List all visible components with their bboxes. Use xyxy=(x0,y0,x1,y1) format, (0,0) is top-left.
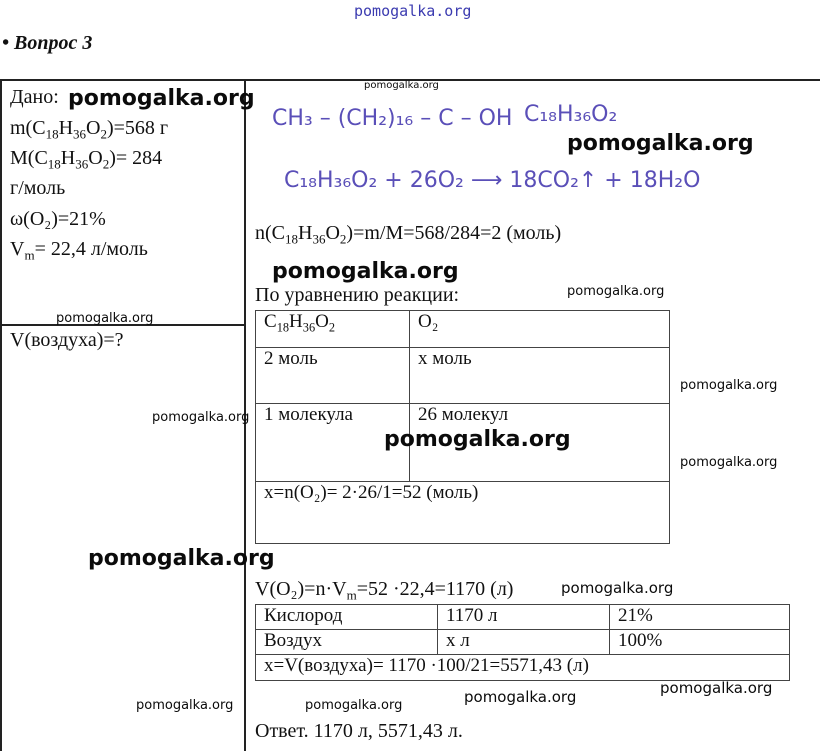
watermark: pomogalka.org xyxy=(561,579,674,597)
reaction-header-oxygen: O₂ xyxy=(410,311,670,348)
vm-sub: m xyxy=(24,247,35,263)
mass-prefix: m(C xyxy=(10,117,46,139)
vo2-prefix: V(O₂)=n·V xyxy=(255,578,347,600)
mass-o-count: 2 xyxy=(100,126,107,142)
watermark: pomogalka.org xyxy=(152,410,250,425)
mass-suffix: )=568 г xyxy=(106,117,169,139)
find-label: V(воздуха)=? xyxy=(10,329,124,351)
air-cell: Воздух xyxy=(256,630,438,655)
watermark: pomogalka.org xyxy=(680,455,778,470)
reaction-header-stearic: $C_{18}H_{36}O_2$ xyxy=(256,311,410,348)
mass-h-count: 36 xyxy=(73,126,87,142)
handwritten-equation: C₁₈H₃₆O₂ + 26O₂ ⟶ 18CO₂↑ + 18H₂O xyxy=(284,168,701,193)
watermark: pomogalka.org xyxy=(567,131,754,156)
watermark: pomogalka.org xyxy=(384,427,571,452)
moles-calculation: $n(C_{18}H_{36}O_2)=m/M=568/284=2$ (моль) xyxy=(255,222,562,247)
reaction-cell: 2 моль xyxy=(256,348,410,404)
n-c-count: 18 xyxy=(285,231,298,247)
watermark: pomogalka.org xyxy=(272,259,459,284)
given-mass: $m(C_{18}H_{36}O_2)=568$ г xyxy=(10,117,169,142)
watermark: pomogalka.org xyxy=(464,688,577,706)
watermark: pomogalka.org xyxy=(88,546,275,571)
vo2-value: =52 ·22,4=1170 (л) xyxy=(356,578,514,600)
given-title: Дано: xyxy=(10,86,59,108)
answer: Ответ. 1170 л, 5571,43 л. xyxy=(255,720,463,742)
reaction-cell: 26 молекул xyxy=(410,404,670,482)
n-prefix: n(C xyxy=(255,222,285,244)
air-table xyxy=(255,604,790,681)
oxygen-volume xyxy=(255,578,513,604)
molar-prefix: M(C xyxy=(10,147,48,169)
vo2-sub: m xyxy=(346,587,357,603)
reaction-cell: x моль xyxy=(410,348,670,404)
reaction-result: x=n(O₂)= 2·26/1=52 (моль) xyxy=(256,482,670,544)
watermark: pomogalka.org xyxy=(567,284,665,299)
header-h-count: 36 xyxy=(302,320,316,335)
molar-c-count: 18 xyxy=(47,156,61,172)
watermark: pomogalka.org xyxy=(305,698,403,713)
air-cell: 1170 л xyxy=(438,605,610,630)
n-o-count: 2 xyxy=(339,231,347,247)
watermark: pomogalka.org xyxy=(660,679,773,697)
header-left-prefix: C xyxy=(264,311,277,332)
handwritten-structure: CH₃ – (CH₂)₁₆ – C – OH xyxy=(272,106,513,131)
header-o-count: 2 xyxy=(328,320,336,335)
top-watermark: pomogalka.org xyxy=(354,2,472,20)
given-vm xyxy=(10,238,148,264)
vm-label: V xyxy=(10,238,25,260)
watermark: pomogalka.org xyxy=(56,311,154,326)
watermark: pomogalka.org xyxy=(364,80,439,91)
vm-value: = 22,4 л/моль xyxy=(34,238,148,260)
air-cell: x л xyxy=(438,630,610,655)
air-cell: 100% xyxy=(610,630,790,655)
air-result: x=V(воздуха)= 1170 ·100/21=5571,43 (л) xyxy=(256,655,790,681)
molar-h-count: 36 xyxy=(75,156,89,172)
watermark: pomogalka.org xyxy=(680,378,778,393)
given-molar-unit: г/моль xyxy=(10,177,66,199)
molar-suffix: )= 284 xyxy=(109,147,163,169)
n-h-count: 36 xyxy=(312,231,326,247)
watermark: pomogalka.org xyxy=(136,698,234,713)
by-equation-label: По уравнению реакции: xyxy=(255,284,460,306)
n-suffix: )=m/M=568/284=2 (моль) xyxy=(346,222,562,244)
reaction-cell: 1 молекула xyxy=(256,404,410,482)
question-heading: • Вопрос 3 xyxy=(2,32,93,54)
given-omega: ω(O₂)=21% xyxy=(10,208,106,230)
watermark: pomogalka.org xyxy=(68,86,255,111)
molar-o-count: 2 xyxy=(102,156,110,172)
air-cell: Кислород xyxy=(256,605,438,630)
mass-c-count: 18 xyxy=(45,126,59,142)
frame-left xyxy=(0,79,2,751)
air-cell: 21% xyxy=(610,605,790,630)
handwritten-formula: C₁₈H₃₆O₂ xyxy=(524,102,618,127)
given-molar-mass: $M(C_{18}H_{36}O_2)= 284$ xyxy=(10,147,163,172)
header-c-count: 18 xyxy=(276,320,290,335)
